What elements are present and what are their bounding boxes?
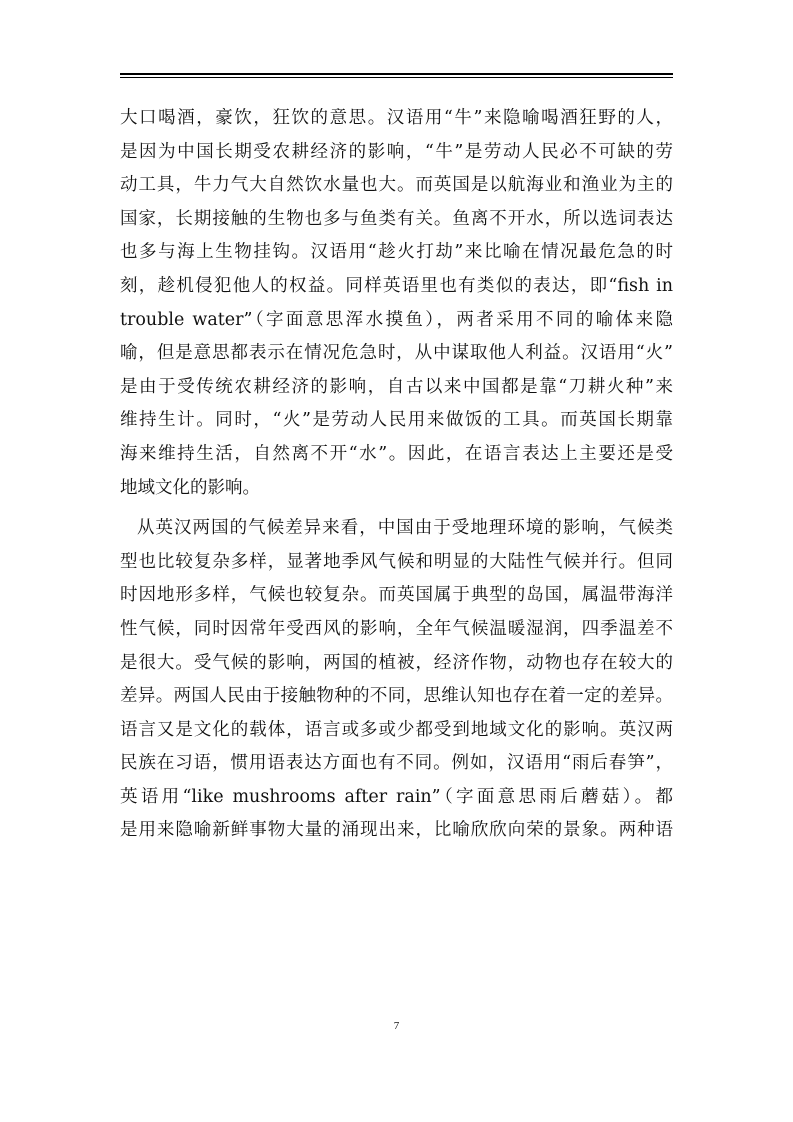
header-rule-thick	[120, 73, 673, 75]
text-line: 从英汉两国的气候差异来看，中国由于受地理环境的影响，气候类	[137, 518, 673, 539]
paragraph-1	[120, 102, 673, 505]
text-line: 差异。两国人民由于接触物种的不同，思维认知也存在着一定的差异。	[120, 686, 673, 707]
text-line: 性气候，同时因常年受西风的影响，全年气候温暖湿润，四季温差不	[120, 618, 673, 639]
text-line: 时因地形多样，气候也较复杂。而英国属于典型的岛国，属温带海洋	[120, 585, 673, 606]
text-line: 地域文化的影响。	[120, 477, 260, 498]
text-line: 大口喝酒，豪饮，狂饮的意思。汉语用“牛”来隐喻喝酒狂野的人，	[120, 108, 673, 128]
text-line: 动工具，牛力气大自然饮水量也大。而英国是以航海业和渔业为主的	[120, 175, 673, 196]
text-line: 维持生计。同时，“火”是劳动人民用来做饭的工具。而英国长期靠	[120, 410, 673, 431]
text-line: 是很大。受气候的影响，两国的植被，经济作物，动物也存在较大的	[120, 652, 673, 673]
text-line: 喻，但是意思都表示在情况危急时，从中谋取他人利益。汉语用“火”	[120, 343, 673, 364]
text-line: 是由于受传统农耕经济的影响，自古以来中国都是靠“刀耕火种”来	[120, 376, 673, 397]
body-text	[120, 102, 673, 848]
paragraph-2	[120, 512, 673, 848]
text-line: 英语用“like mushrooms after rain”（字面意思雨后蘑菇）。都	[120, 786, 673, 807]
text-line: 是因为中国长期受农耕经济的影响，“牛”是劳动人民必不可缺的劳	[120, 141, 673, 162]
text-line: trouble water”（字面意思浑水摸鱼），两者采用不同的喻体来隐	[120, 309, 673, 330]
text-line: 民族在习语，惯用语表达方面也有不同。例如，汉语用“雨后春笋”，	[120, 753, 673, 774]
header-rule-thin	[120, 77, 673, 78]
page-number: 7	[393, 1020, 400, 1032]
text-line: 国家，长期接触的生物也多与鱼类有关。鱼离不开水，所以选词表达	[120, 208, 673, 229]
text-line: 语言又是文化的载体，语言或多或少都受到地域文化的影响。英汉两	[120, 719, 673, 740]
text-line: 海来维持生活，自然离不开“水”。因此，在语言表达上主要还是受	[120, 443, 673, 464]
text-line: 也多与海上生物挂钩。汉语用“趁火打劫”来比喻在情况最危急的时	[120, 242, 673, 263]
text-line: 型也比较复杂多样，显著地季风气候和明显的大陆性气候并行。但同	[120, 551, 673, 572]
text-line: 是用来隐喻新鲜事物大量的涌现出来，比喻欣欣向荣的景象。两种语	[120, 820, 673, 841]
text-line: 刻，趁机侵犯他人的权益。同样英语里也有类似的表达，即“fish in	[120, 275, 673, 296]
